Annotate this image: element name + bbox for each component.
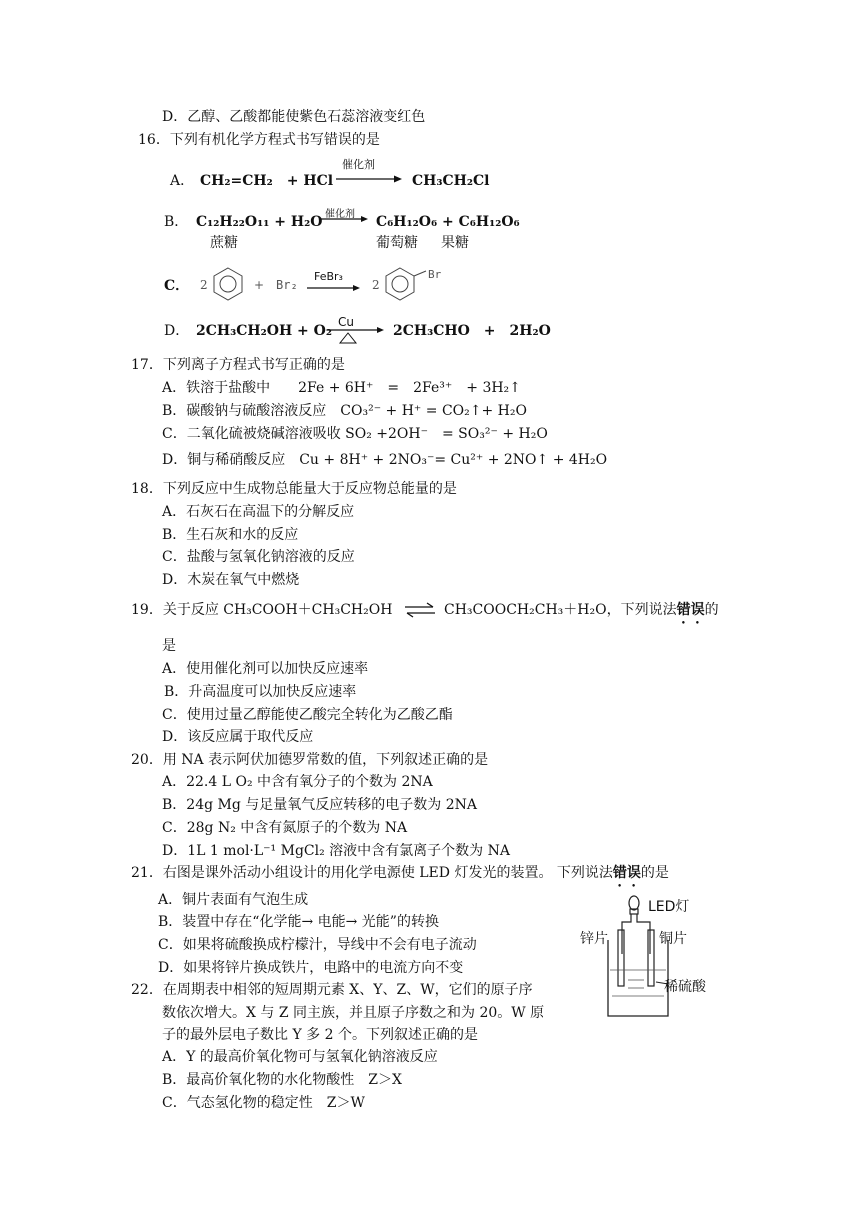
q21-stem — [131, 864, 669, 890]
q16-b-catalyst: 催化剂 — [325, 209, 355, 220]
q16-c-bromine: Br₂ — [276, 278, 298, 292]
q16-b-reactants: C₁₂H₂₂O₁₁ + H₂O — [196, 214, 323, 230]
q21-option-c: C．如果将硫酸换成柠檬汁，导线中不会有电子流动 — [158, 937, 477, 953]
bromobenzene-icon — [382, 266, 432, 302]
q16-c-label: C． — [164, 278, 190, 294]
q19-emphasis: 错误 — [676, 602, 705, 618]
q15-option-d: D．乙醇、乙酸都能使紫色石蕊溶液变红色 — [162, 109, 426, 125]
q20-option-d: D．1L 1 mol·L⁻¹ MgCl₂ 溶液中含有氯离子个数为 NA — [162, 843, 510, 859]
q19-stem-right-b: 的 — [704, 602, 719, 618]
q16-b-sucrose: 蔗糖 — [210, 235, 238, 251]
q16-c-catalyst: FeBr₃ — [314, 270, 343, 283]
q20-option-b: B．24g Mg 与足量氧气反应转移的电子数为 2NA — [162, 797, 477, 813]
q16-a-catalyst: 催化剂 — [342, 158, 375, 171]
q17-option-a: A．铁溶于盐酸中 2Fe + 6H⁺ = 2Fe³⁺ + 3H₂↑ — [162, 380, 521, 396]
q16-c-arrow — [306, 283, 362, 293]
q17-option-d: D．铜与稀硝酸反应 Cu + 8H⁺ + 2NO₃⁻= Cu²⁺ + 2NO↑ + 4H₂O — [162, 452, 608, 468]
q16-c-coef2: 2 — [372, 278, 380, 292]
q21-stem-a: 21．右图是课外活动小组设计的用化学电源使 LED 灯发光的装置。 下列说法 — [131, 865, 613, 881]
q21-stem-b: 的是 — [640, 865, 669, 881]
q19-option-d: D．该反应属于取代反应 — [162, 729, 314, 745]
q16-d-label: D． — [164, 323, 190, 339]
q22-option-c: C．气态氢化物的稳定性 Z＞W — [162, 1095, 365, 1111]
q19-stem-right-a: CH₃COOCH₂CH₃＋H₂O，下列说法 — [444, 602, 677, 618]
q22-option-b: B．最高价氧化物的水化物酸性 Z＞X — [162, 1072, 402, 1088]
q19-stem-right — [444, 601, 719, 627]
q17-stem: 17．下列离子方程式书写正确的是 — [131, 357, 345, 373]
q16-c-br-sub: Br — [428, 268, 442, 281]
fig-copper-label: 铜片 — [659, 931, 687, 947]
q16-a-label: A． — [170, 173, 195, 189]
q19-option-b: B．升高温度可以加快反应速率 — [164, 684, 357, 700]
q22-stem-line1: 22．在周期表中相邻的短周期元素 X、Y、Z、W，它们的原子序 — [131, 982, 533, 998]
q16-b-arrow — [320, 214, 370, 224]
fig-led-label: LED灯 — [648, 899, 690, 915]
q18-option-b: B．生石灰和水的反应 — [162, 527, 299, 543]
q19-stem-cont: 是 — [162, 638, 176, 654]
q19-option-a: A．使用催化剂可以加快反应速率 — [162, 661, 369, 677]
benzene-ring-icon — [210, 266, 246, 302]
q16-b-glucose: 葡萄糖 — [376, 235, 418, 251]
q17-option-c: C．二氧化硫被烧碱溶液吸收 SO₂ +2OH⁻ = SO₃²⁻ + H₂O — [162, 426, 548, 442]
q16-b-label: B． — [164, 214, 189, 230]
q18-option-a: A．石灰石在高温下的分解反应 — [162, 504, 355, 520]
q20-option-a: A．22.4 L O₂ 中含有氧分子的个数为 2NA — [162, 774, 433, 790]
equilibrium-arrow-icon — [403, 600, 437, 620]
q16-d-catalyst: Cu — [338, 315, 354, 329]
q16-d-arrow — [326, 326, 386, 346]
q16-b-fructose: 果糖 — [441, 235, 469, 251]
q16-a-reactants: CH₂=CH₂ + HCl — [200, 173, 334, 189]
q20-stem: 20．用 NA 表示阿伏加德罗常数的值，下列叙述正确的是 — [131, 752, 489, 768]
q21-option-b: B．装置中存在“化学能→ 电能→ 光能”的转换 — [158, 914, 439, 930]
q18-option-d: D．木炭在氧气中燃烧 — [162, 572, 300, 588]
q22-stem-line2: 数依次增大。X 与 Z 同主族，并且原子序数之和为 20。W 原 — [162, 1005, 545, 1021]
q19-option-c: C．使用过量乙醇能使乙酸完全转化为乙酸乙酯 — [162, 707, 453, 723]
q20-option-c: C．28g N₂ 中含有氮原子的个数为 NA — [162, 820, 408, 836]
q16-a-arrow — [334, 174, 404, 184]
q18-option-c: C．盐酸与氢氧化钠溶液的反应 — [162, 549, 355, 565]
q17-option-b: B．碳酸钠与硫酸溶液反应 CO₃²⁻ + H⁺ = CO₂↑+ H₂O — [162, 403, 527, 419]
q22-stem-line3: 子的最外层电子数比 Y 多 2 个。下列叙述正确的是 — [162, 1027, 478, 1043]
q18-stem: 18．下列反应中生成物总能量大于反应物总能量的是 — [131, 481, 457, 497]
q22-option-a: A．Y 的最高价氧化物可与氢氧化钠溶液反应 — [162, 1049, 438, 1065]
fig-zinc-label: 锌片 — [580, 931, 608, 947]
q21-emphasis: 错误 — [612, 865, 641, 881]
q16-c-coef1: 2 — [200, 278, 208, 292]
q16-a-product: CH₃CH₂Cl — [412, 173, 490, 189]
q21-option-a: A．铜片表面有气泡生成 — [158, 892, 309, 908]
q16-stem: 16．下列有机化学方程式书写错误的是 — [138, 132, 380, 148]
fig-acid-label: 稀硫酸 — [664, 979, 706, 995]
q16-c-plus: + — [254, 278, 265, 292]
q21-option-d: D．如果将锌片换成铁片，电路中的电流方向不变 — [158, 960, 464, 976]
q16-d-reactants: 2CH₃CH₂OH + O₂ — [196, 323, 332, 339]
q16-d-products: 2CH₃CHO + 2H₂O — [393, 323, 551, 339]
q19-stem-left: 19．关于反应 CH₃COOH＋CH₃CH₂OH — [131, 602, 393, 618]
q16-b-products: C₆H₁₂O₆ + C₆H₁₂O₆ — [376, 214, 520, 230]
